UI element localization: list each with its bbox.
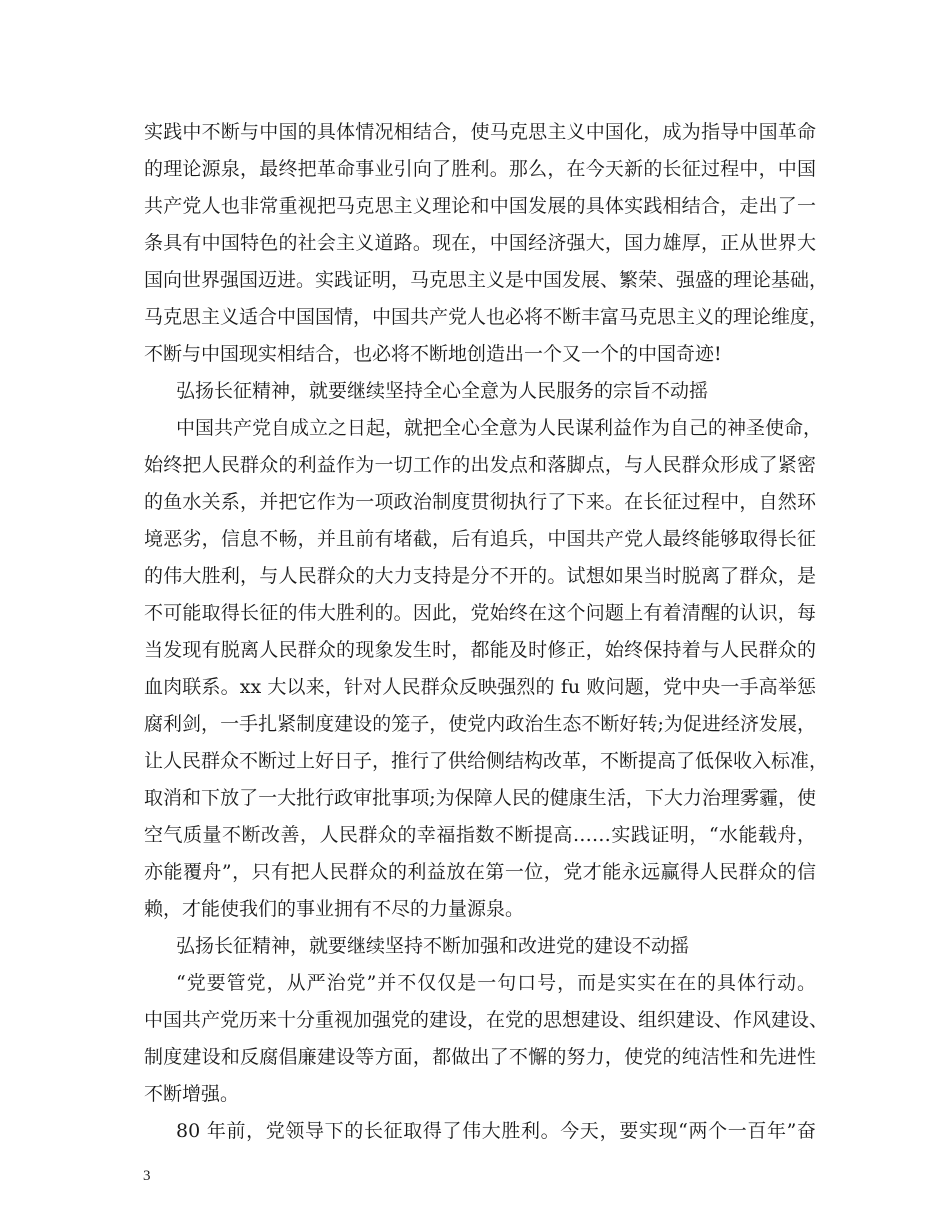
paragraph-line: 80 年前，党领导下的长征取得了伟大胜利。今天，要实现“两个一百年”奋 [176,1120,816,1142]
paragraph-line: 国向世界强国迈进。实践证明，马克思主义是中国发展、繁荣、强盛的理论基础， [144,269,829,291]
paragraph-line: 空气质量不断改善，人民群众的幸福指数不断提高……实践证明，“水能载舟， [144,824,816,846]
section-heading: 弘扬长征精神，就要继续坚持不断加强和改进党的建设不动摇 [176,935,690,957]
paragraph-line: 始终把人民群众的利益作为一切工作的出发点和落脚点，与人民群众形成了紧密 [144,454,816,476]
paragraph-line: 的鱼水关系，并把它作为一项政治制度贯彻执行了下来。在长征过程中，自然环 [144,491,816,513]
paragraph-line: 中国共产党历来十分重视加强党的建设，在党的思想建设、组织建设、作风建设、 [144,1009,829,1031]
paragraph-line: 的理论源泉，最终把革命事业引向了胜利。那么，在今天新的长征过程中，中国 [144,158,816,180]
paragraph-line: 不可能取得长征的伟大胜利的。因此，党始终在这个问题上有着清醒的认识，每 [144,602,816,624]
section-heading: 弘扬长征精神，就要继续坚持全心全意为人民服务的宗旨不动摇 [176,380,709,402]
paragraph-line: 让人民群众不断过上好日子，推行了供给侧结构改革，不断提高了低保收入标准， [144,750,829,772]
paragraph-line: 共产党人也非常重视把马克思主义理论和中国发展的具体实践相结合，走出了一 [144,195,816,217]
paragraph-line: 亦能覆舟”，只有把人民群众的利益放在第一位，党才能永远赢得人民群众的信 [144,861,816,883]
paragraph-line: 赖，才能使我们的事业拥有不尽的力量源泉。 [144,898,525,920]
paragraph-line: 不断与中国现实相结合，也必将不断地创造出一个又一个的中国奇迹! [144,343,722,365]
paragraph-line: 取消和下放了一大批行政审批事项;为保障人民的健康生活，下大力治理雾霾，使 [144,787,816,809]
paragraph-line: 不断增强。 [144,1083,240,1105]
paragraph-line: 血肉联系。xx 大以来，针对人民群众反映强烈的 fu 败问题，党中央一手高举惩 [144,676,816,698]
paragraph-line: 条具有中国特色的社会主义道路。现在，中国经济强大，国力雄厚，正从世界大 [144,232,816,254]
paragraph-line: 当发现有脱离人民群众的现象发生时，都能及时修正，始终保持着与人民群众的 [144,639,816,661]
paragraph-line: “党要管党，从严治党”并不仅仅是一句口号，而是实实在在的具体行动。 [176,972,816,994]
paragraph-line: 制度建设和反腐倡廉建设等方面，都做出了不懈的努力，使党的纯洁性和先进性 [144,1046,816,1068]
paragraph-line: 的伟大胜利，与人民群众的大力支持是分不开的。试想如果当时脱离了群众，是 [144,565,816,587]
paragraph-line: 中国共产党自成立之日起，就把全心全意为人民谋利益作为自己的神圣使命， [176,417,823,439]
paragraph-line: 境恶劣，信息不畅，并且前有堵截，后有追兵，中国共产党人最终能够取得长征 [144,528,816,550]
paragraph-line: 马克思主义适合中国国情，中国共产党人也必将不断丰富马克思主义的理论维度， [144,306,829,328]
paragraph-line: 实践中不断与中国的具体情况相结合，使马克思主义中国化，成为指导中国革命 [144,121,816,143]
page-number: 3 [143,1168,151,1184]
paragraph-line: 腐利剑，一手扎紧制度建设的笼子，使党内政治生态不断好转;为促进经济发展， [144,713,816,735]
